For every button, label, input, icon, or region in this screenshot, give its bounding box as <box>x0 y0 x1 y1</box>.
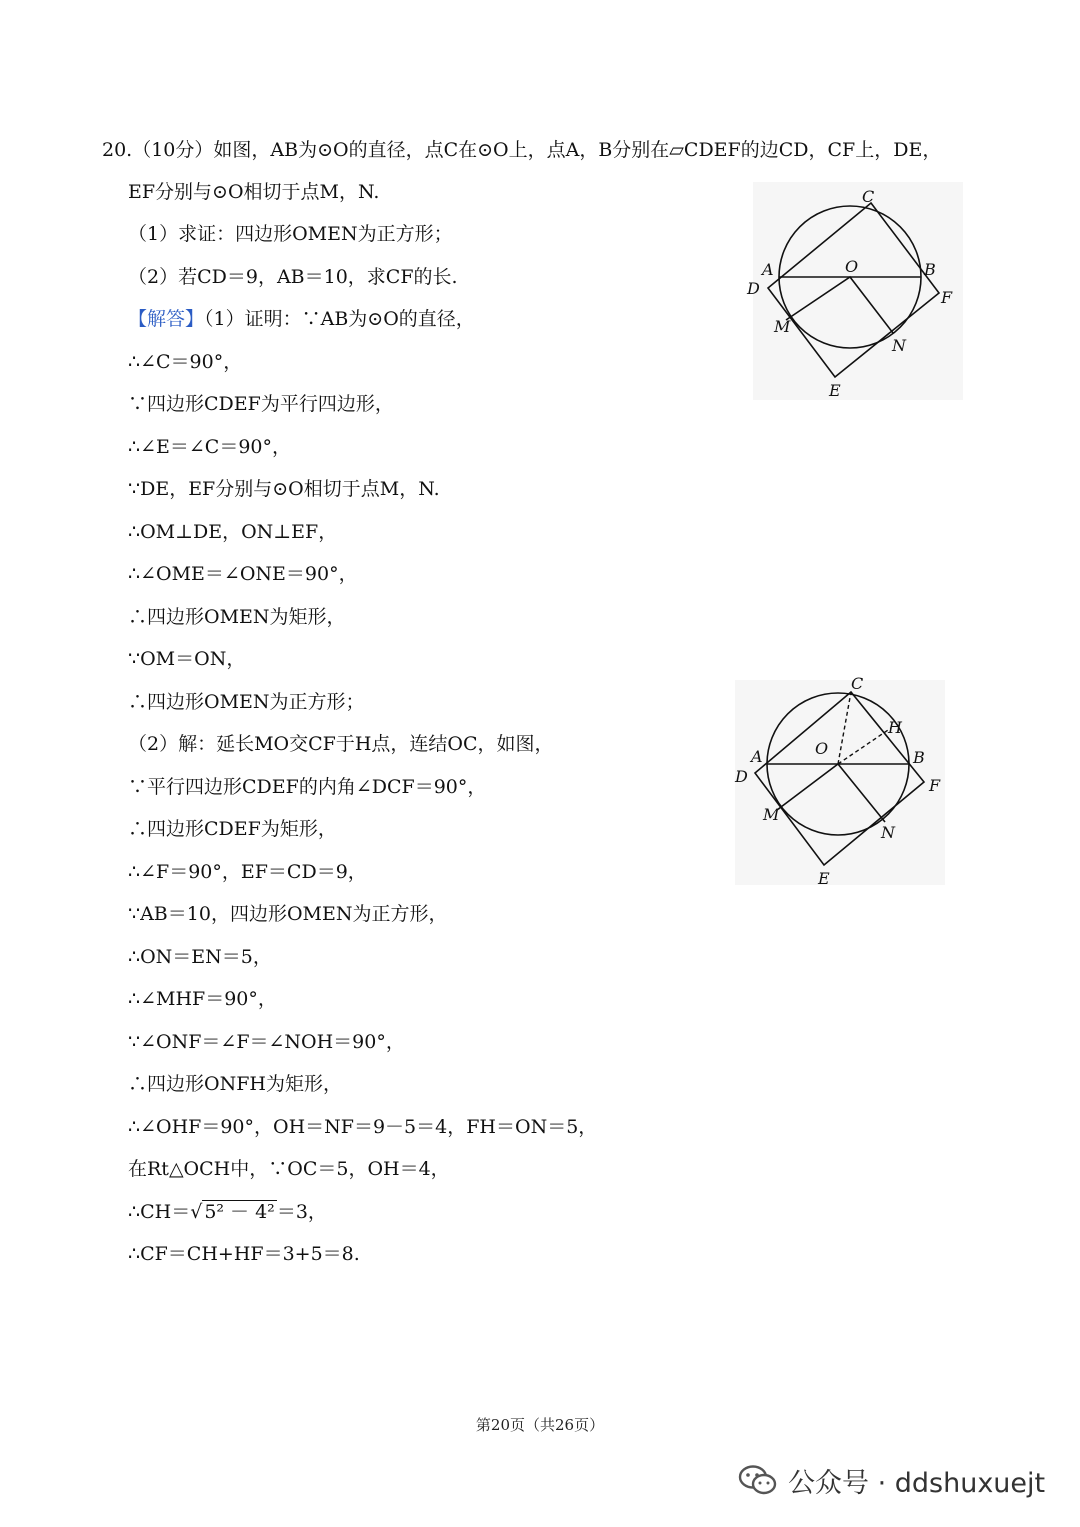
wechat-icon <box>738 1464 778 1496</box>
problem-line-1: 20.（10分）如图，AB为⊙O的直径，点C在⊙O上，点A，B分别在▱CDEF的边CD，CF上，DE， <box>102 139 942 161</box>
sqrt-expression: √ 5² － 4² <box>190 1201 275 1223</box>
fig1-label: D <box>747 279 760 298</box>
figure-2 <box>725 670 955 895</box>
sqrt-radicand: 5² － 4² <box>204 1201 275 1223</box>
problem-line-2: EF分别与⊙O相切于点M，N. <box>128 181 380 203</box>
fig1-label: C <box>862 187 875 206</box>
fig1-label: B <box>924 260 936 279</box>
fig2-label: C <box>851 674 864 693</box>
solution-line: ∴ON＝EN＝5， <box>128 946 272 968</box>
fig1-label: E <box>829 381 841 400</box>
watermark <box>738 1458 1045 1502</box>
watermark-text: 公众号 · ddshuxuejt <box>788 1467 1046 1499</box>
figure-1 <box>735 180 965 405</box>
solution-line: ∴四边形OMEN为正方形； <box>128 691 365 713</box>
solution-line: ∵平行四边形CDEF的内角∠DCF＝90°， <box>128 776 487 798</box>
solution-line-ch <box>128 1199 327 1225</box>
solution-line: ∴∠E＝∠C＝90°， <box>128 436 292 458</box>
fig2-label: E <box>818 869 830 888</box>
solution-tag: 【解答】 <box>128 308 205 330</box>
fig2-label: B <box>913 748 925 767</box>
solution-line: ∴∠C＝90°， <box>128 351 243 373</box>
solution-line: ∴四边形OMEN为矩形， <box>128 606 346 628</box>
solution-line: ∴∠F＝90°，EF＝CD＝9， <box>128 861 367 883</box>
fig2-label: F <box>929 776 941 795</box>
fig1-label: A <box>762 260 774 279</box>
fig2-label: H <box>888 718 902 737</box>
solution-line: ∴∠OME＝∠ONE＝90°， <box>128 563 358 585</box>
fig1-label: M <box>774 317 791 336</box>
ch-prefix: ∴CH＝ <box>128 1201 191 1223</box>
solution-line-final: ∴CF＝CH+HF＝3+5＝8. <box>128 1243 360 1265</box>
solution-line: ∴四边形CDEF为矩形， <box>128 818 337 840</box>
solution-line: ∴∠MHF＝90°， <box>128 988 277 1010</box>
solution-line: ∵DE，EF分别与⊙O相切于点M，N. <box>128 478 440 500</box>
page-number: 第20页（共26页） <box>475 1416 605 1434</box>
solution-text: （1）证明：∵AB为⊙O的直径， <box>204 308 475 330</box>
fig1-label: O <box>845 257 859 276</box>
fig2-label: O <box>815 739 829 758</box>
solution-line: （2）解：延长MO交CF于H点，连结OC，如图， <box>128 733 554 755</box>
solution-line: 在Rt△OCH中，∵OC＝5，OH＝4， <box>128 1158 450 1180</box>
solution-line-0 <box>128 306 475 332</box>
solution-line: ∵OM＝ON， <box>128 648 246 670</box>
figure-2-svg <box>725 670 955 895</box>
fig2-label: A <box>751 747 763 766</box>
fig2-label: M <box>763 805 780 824</box>
solution-line: ∵∠ONF＝∠F＝∠NOH＝90°， <box>128 1031 405 1053</box>
fig2-label: D <box>735 767 748 786</box>
solution-line: ∴∠OHF＝90°，OH＝NF＝9－5＝4，FH＝ON＝5， <box>128 1116 598 1138</box>
question-1: （1）求证：四边形OMEN为正方形； <box>128 223 453 245</box>
fig1-label: F <box>941 288 953 307</box>
fig1-label: N <box>892 336 906 355</box>
solution-line: ∵AB＝10，四边形OMEN为正方形， <box>128 903 448 925</box>
fig2-label: N <box>881 823 895 842</box>
solution-line: ∴四边形ONFH为矩形， <box>128 1073 342 1095</box>
solution-line: ∴OM⊥DE，ON⊥EF， <box>128 521 338 543</box>
figure-1-svg <box>735 180 965 405</box>
ch-suffix: ＝3， <box>276 1201 327 1223</box>
question-2: （2）若CD＝9，AB＝10，求CF的长. <box>128 266 458 288</box>
solution-line: ∵四边形CDEF为平行四边形， <box>128 393 394 415</box>
